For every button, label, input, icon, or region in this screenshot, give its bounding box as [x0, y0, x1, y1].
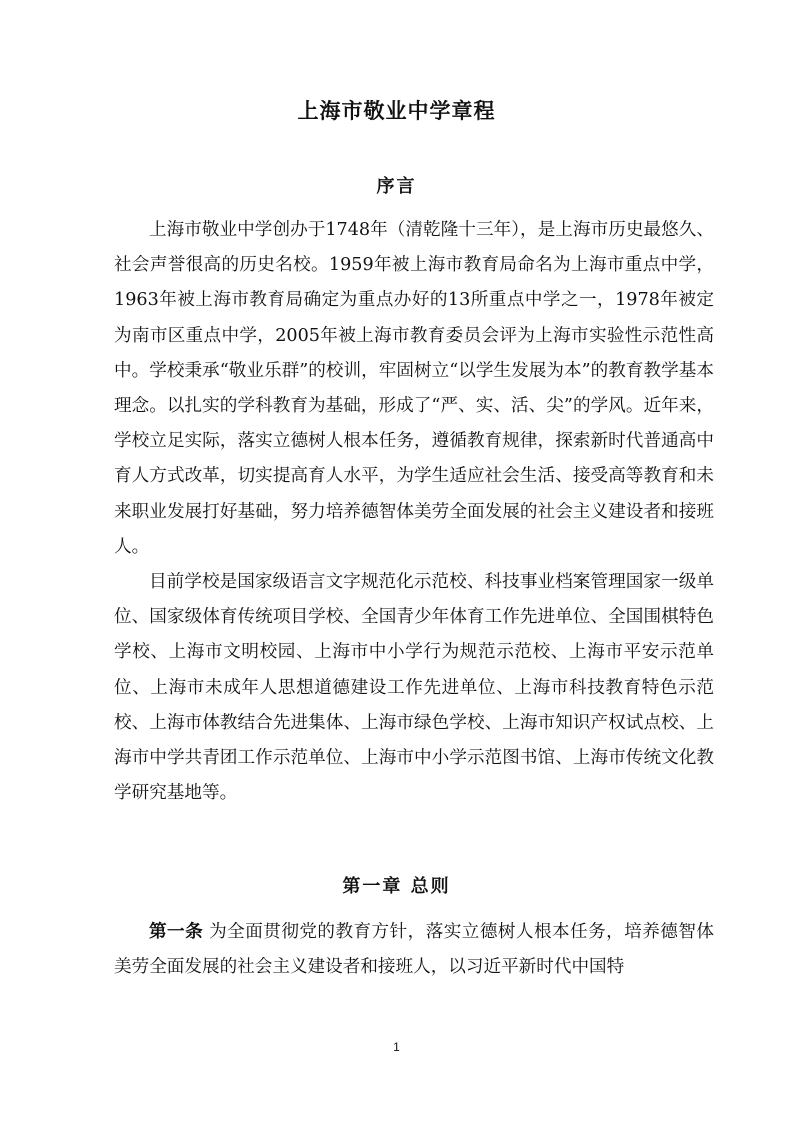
preface-paragraph: 目前学校是国家级语言文字规范化示范校、科技事业档案管理国家一级单位、国家级体育传统项目学校、全国青少年体育工作先进单位、全国围棋特色学校、上海市文明校园、上海市中小学行为规范示范校、上海市平安示范单位、上海市未成年人思想道德建设工作先进单位、上海市科技教育特色示范校、上海市体教结合先进集体、上海市绿色学校、上海市知识产权试点校、上海市中学共青团工作示范单位、上海市中小学示范图书馆、上海市传统文化教学研究基地等。 [114, 572, 714, 804]
preface-heading: 序言 [376, 176, 417, 197]
article-paragraph [114, 915, 714, 985]
article-label: 第一条 [149, 922, 204, 942]
document-title: 上海市敬业中学章程 [297, 99, 496, 123]
preface-paragraph: 上海市敬业中学创办于1748年（清乾隆十三年），是上海市历史最悠久、社会声誉很高的历史名校。1959年被上海市教育局命名为上海市重点中学，1963年被上海市教育局确定为重点办好的13所重点中学之一，1978年被定为南市区重点中学，2005年被上海市教育委员会评为上海市实验性示范性高中。学校秉承“敬业乐群”的校训，牢固树立“以学生发展为本”的教育教学基本理念。以扎实的学科教育为基础，形成了“严、实、活、尖”的学风。近年来，学校立足实际，落实立德树人根本任务，遵循教育规律，探索新时代普通高中育人方式改革，切实提高育人水平，为学生适应社会生活、接受高等教育和未来职业发展打好基础，努力培养德智体美劳全面发展的社会主义建设者和接班人。 [114, 220, 714, 557]
preface-body [114, 213, 714, 811]
chapter-heading: 第一章 总则 [342, 876, 451, 897]
article-block [114, 915, 714, 985]
page-number: 1 [393, 1040, 400, 1054]
article-text: 为全面贯彻党的教育方针，落实立德树人根本任务，培养德智体美劳全面发展的社会主义建设者和接班人，以习近平新时代中国特 [114, 922, 714, 978]
